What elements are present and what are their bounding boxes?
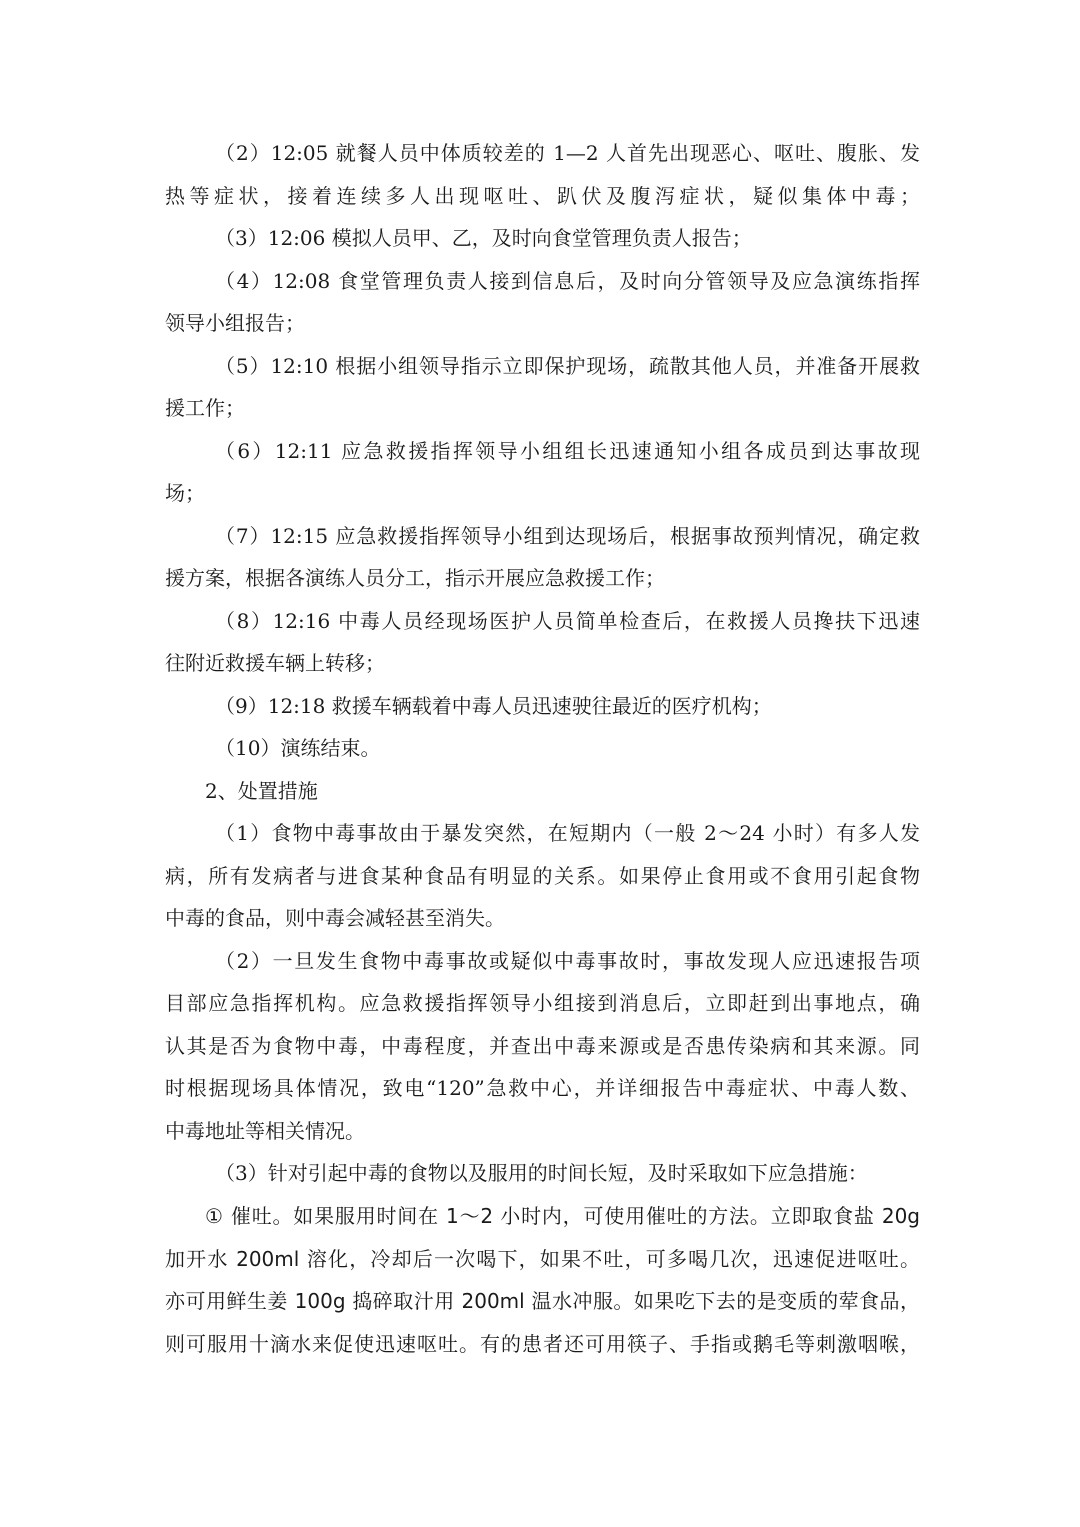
paragraph-line: 认其是否为食物中毒，中毒程度，并查出中毒来源或是否患传染病和其来源。同 xyxy=(165,1034,920,1058)
paragraph-line: 中毒地址等相关情况。 xyxy=(165,1119,365,1143)
paragraph-line: （8）12:16 中毒人员经现场医护人员简单检查后，在救援人员搀扶下迅速 xyxy=(215,609,920,633)
paragraph-line: （6）12:11 应急救援指挥领导小组组长迅速通知小组各成员到达事故现 xyxy=(215,439,920,463)
paragraph-line: （9）12:18 救援车辆载着中毒人员迅速驶往最近的医疗机构； xyxy=(215,694,772,718)
paragraph-line: （3）12:06 模拟人员甲、乙，及时向食堂管理负责人报告； xyxy=(215,226,752,250)
paragraph-line: 中毒的食品，则中毒会减轻甚至消失。 xyxy=(165,906,505,930)
section-heading: 2、处置措施 xyxy=(205,779,318,803)
paragraph-line: （10）演练结束。 xyxy=(215,736,381,760)
paragraph-line: （7）12:15 应急救援指挥领导小组到达现场后，根据事故预判情况，确定救 xyxy=(215,524,920,548)
paragraph-line: 往附近救援车辆上转移； xyxy=(165,651,385,675)
paragraph-line: （2）12:05 就餐人员中体质较差的 1—2 人首先出现恶心、呕吐、腹胀、发 xyxy=(215,141,920,165)
paragraph-line: 援方案，根据各演练人员分工，指示开展应急救援工作； xyxy=(165,566,665,590)
paragraph-line: 领导小组报告； xyxy=(165,311,305,335)
paragraph-line: ① 催吐。如果服用时间在 1～2 小时内，可使用催吐的方法。立即取食盐 20g xyxy=(205,1204,920,1228)
paragraph-line: （5）12:10 根据小组领导指示立即保护现场，疏散其他人员，并准备开展救 xyxy=(215,354,920,378)
paragraph-line: 病，所有发病者与进食某种食品有明显的关系。如果停止食用或不食用引起食物 xyxy=(165,864,920,888)
paragraph-line: （4）12:08 食堂管理负责人接到信息后，及时向分管领导及应急演练指挥 xyxy=(215,269,920,293)
paragraph-line: 目部应急指挥机构。应急救援指挥领导小组接到消息后，立即赶到出事地点，确 xyxy=(165,991,920,1015)
paragraph-line: 加开水 200ml 溶化，冷却后一次喝下，如果不吐，可多喝几次，迅速促进呕吐。 xyxy=(165,1247,920,1271)
paragraph-line: 场； xyxy=(165,481,205,505)
paragraph-line: （2）一旦发生食物中毒事故或疑似中毒事故时，事故发现人应迅速报告项 xyxy=(215,949,920,973)
paragraph-line: 热等症状，接着连续多人出现呕吐、趴伏及腹泻症状，疑似集体中毒； xyxy=(165,184,920,208)
paragraph-line: 亦可用鲜生姜 100g 捣碎取汁用 200ml 温水冲服。如果吃下去的是变质的荤食品， xyxy=(165,1289,920,1313)
paragraph-line: 则可服用十滴水来促使迅速呕吐。有的患者还可用筷子、手指或鹅毛等刺激咽喉， xyxy=(165,1332,920,1356)
paragraph-line: 援工作； xyxy=(165,396,245,420)
paragraph-line: （1）食物中毒事故由于暴发突然，在短期内（一般 2～24 小时）有多人发 xyxy=(215,821,920,845)
paragraph-line: 时根据现场具体情况，致电“120”急救中心，并详细报告中毒症状、中毒人数、 xyxy=(165,1076,920,1100)
paragraph-line: （3）针对引起中毒的食物以及服用的时间长短，及时采取如下应急措施： xyxy=(215,1161,868,1185)
